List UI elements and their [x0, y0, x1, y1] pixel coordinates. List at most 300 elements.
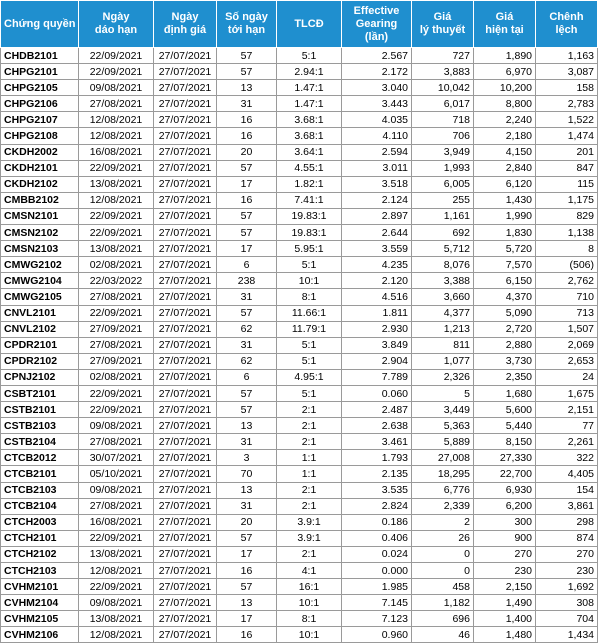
- effective-gearing-cell: 4.516: [342, 289, 412, 305]
- days-to-maturity-cell: 31: [217, 337, 277, 353]
- current-price-cell: 2,720: [474, 321, 536, 337]
- difference-cell: 1,434: [536, 627, 598, 643]
- theoretical-price-cell: 5,889: [412, 434, 474, 450]
- valuation-date-cell: 27/07/2021: [154, 80, 217, 96]
- conversion-ratio-cell: 2:1: [277, 482, 342, 498]
- valuation-date-cell: 27/07/2021: [154, 321, 217, 337]
- effective-gearing-cell: 1.793: [342, 450, 412, 466]
- effective-gearing-cell: 2.904: [342, 353, 412, 369]
- theoretical-price-cell: 706: [412, 128, 474, 144]
- days-to-maturity-cell: 17: [217, 241, 277, 257]
- theoretical-price-cell: 6,017: [412, 96, 474, 112]
- current-price-cell: 900: [474, 530, 536, 546]
- warrant-code-cell: CHDB2101: [1, 48, 79, 64]
- maturity-date-cell: 27/08/2021: [79, 434, 154, 450]
- current-price-cell: 230: [474, 563, 536, 579]
- conversion-ratio-cell: 11.79:1: [277, 321, 342, 337]
- conversion-ratio-cell: 10:1: [277, 627, 342, 643]
- conversion-ratio-cell: 3.64:1: [277, 144, 342, 160]
- current-price-cell: 2,840: [474, 160, 536, 176]
- current-price-cell: 2,240: [474, 112, 536, 128]
- maturity-date-cell: 22/09/2021: [79, 530, 154, 546]
- table-row: [1, 627, 598, 643]
- theoretical-price-cell: 1,182: [412, 595, 474, 611]
- theoretical-price-cell: 8,076: [412, 257, 474, 273]
- warrant-code-cell: CTCH2003: [1, 514, 79, 530]
- maturity-date-cell: 27/09/2021: [79, 321, 154, 337]
- valuation-date-cell: 27/07/2021: [154, 128, 217, 144]
- days-to-maturity-cell: 16: [217, 192, 277, 208]
- difference-cell: 1,175: [536, 192, 598, 208]
- table-row: [1, 530, 598, 546]
- days-to-maturity-cell: 20: [217, 514, 277, 530]
- maturity-date-cell: 09/08/2021: [79, 482, 154, 498]
- valuation-date-cell: 27/07/2021: [154, 418, 217, 434]
- difference-cell: 115: [536, 176, 598, 192]
- valuation-date-cell: 27/07/2021: [154, 160, 217, 176]
- difference-cell: 2,069: [536, 337, 598, 353]
- maturity-date-cell: 09/08/2021: [79, 595, 154, 611]
- warrant-code-cell: CPDR2102: [1, 353, 79, 369]
- days-to-maturity-cell: 6: [217, 369, 277, 385]
- warrant-code-cell: CVHM2101: [1, 579, 79, 595]
- maturity-date-cell: 12/08/2021: [79, 192, 154, 208]
- valuation-date-cell: 27/07/2021: [154, 176, 217, 192]
- theoretical-price-cell: 696: [412, 611, 474, 627]
- days-to-maturity-cell: 57: [217, 385, 277, 401]
- theoretical-price-cell: 3,660: [412, 289, 474, 305]
- difference-cell: 1,522: [536, 112, 598, 128]
- maturity-date-cell: 22/09/2021: [79, 225, 154, 241]
- current-price-cell: 1,890: [474, 48, 536, 64]
- current-price-cell: 5,720: [474, 241, 536, 257]
- maturity-date-cell: 13/08/2021: [79, 241, 154, 257]
- maturity-date-cell: 02/08/2021: [79, 369, 154, 385]
- effective-gearing-cell: 3.849: [342, 337, 412, 353]
- table-row: [1, 192, 598, 208]
- theoretical-price-cell: 1,161: [412, 208, 474, 224]
- current-price-cell: 5,600: [474, 402, 536, 418]
- valuation-date-cell: 27/07/2021: [154, 595, 217, 611]
- maturity-date-cell: 22/09/2021: [79, 402, 154, 418]
- maturity-date-cell: 30/07/2021: [79, 450, 154, 466]
- current-price-cell: 6,200: [474, 498, 536, 514]
- theoretical-price-cell: 0: [412, 546, 474, 562]
- effective-gearing-cell: 1.811: [342, 305, 412, 321]
- conversion-ratio-cell: 2:1: [277, 434, 342, 450]
- current-price-cell: 6,970: [474, 64, 536, 80]
- valuation-date-cell: 27/07/2021: [154, 369, 217, 385]
- maturity-date-cell: 02/08/2021: [79, 257, 154, 273]
- header-days-to-maturity: Số ngày tới hạn: [217, 1, 277, 48]
- days-to-maturity-cell: 16: [217, 112, 277, 128]
- warrant-code-cell: CTCH2102: [1, 546, 79, 562]
- effective-gearing-cell: 0.000: [342, 563, 412, 579]
- valuation-date-cell: 27/07/2021: [154, 466, 217, 482]
- theoretical-price-cell: 2,326: [412, 369, 474, 385]
- effective-gearing-cell: 3.535: [342, 482, 412, 498]
- valuation-date-cell: 27/07/2021: [154, 579, 217, 595]
- difference-cell: (506): [536, 257, 598, 273]
- conversion-ratio-cell: 11.66:1: [277, 305, 342, 321]
- table-row: [1, 353, 598, 369]
- table-row: [1, 241, 598, 257]
- conversion-ratio-cell: 16:1: [277, 579, 342, 595]
- effective-gearing-cell: 4.235: [342, 257, 412, 273]
- theoretical-price-cell: 692: [412, 225, 474, 241]
- effective-gearing-cell: 7.789: [342, 369, 412, 385]
- difference-cell: 158: [536, 80, 598, 96]
- theoretical-price-cell: 18,295: [412, 466, 474, 482]
- warrant-code-cell: CMSN2101: [1, 208, 79, 224]
- current-price-cell: 1,400: [474, 611, 536, 627]
- difference-cell: 1,163: [536, 48, 598, 64]
- table-header: [1, 1, 598, 48]
- days-to-maturity-cell: 57: [217, 48, 277, 64]
- days-to-maturity-cell: 16: [217, 627, 277, 643]
- valuation-date-cell: 27/07/2021: [154, 64, 217, 80]
- table-row: [1, 337, 598, 353]
- conversion-ratio-cell: 1.47:1: [277, 80, 342, 96]
- conversion-ratio-cell: 1.82:1: [277, 176, 342, 192]
- maturity-date-cell: 22/09/2021: [79, 160, 154, 176]
- valuation-date-cell: 27/07/2021: [154, 96, 217, 112]
- effective-gearing-cell: 0.406: [342, 530, 412, 546]
- effective-gearing-cell: 3.461: [342, 434, 412, 450]
- current-price-cell: 5,440: [474, 418, 536, 434]
- theoretical-price-cell: 6,776: [412, 482, 474, 498]
- conversion-ratio-cell: 5.95:1: [277, 241, 342, 257]
- valuation-date-cell: 27/07/2021: [154, 385, 217, 401]
- warrant-code-cell: CTCH2101: [1, 530, 79, 546]
- valuation-date-cell: 27/07/2021: [154, 514, 217, 530]
- table-row: [1, 434, 598, 450]
- days-to-maturity-cell: 13: [217, 595, 277, 611]
- theoretical-price-cell: 27,008: [412, 450, 474, 466]
- days-to-maturity-cell: 6: [217, 257, 277, 273]
- maturity-date-cell: 13/08/2021: [79, 611, 154, 627]
- table-row: [1, 48, 598, 64]
- theoretical-price-cell: 1,077: [412, 353, 474, 369]
- warrant-code-cell: CHPG2105: [1, 80, 79, 96]
- conversion-ratio-cell: 1:1: [277, 450, 342, 466]
- table-row: [1, 321, 598, 337]
- maturity-date-cell: 16/08/2021: [79, 514, 154, 530]
- warrant-code-cell: CSTB2101: [1, 402, 79, 418]
- header-current-price: Giá hiện tại: [474, 1, 536, 48]
- valuation-date-cell: 27/07/2021: [154, 225, 217, 241]
- conversion-ratio-cell: 5:1: [277, 257, 342, 273]
- maturity-date-cell: 22/09/2021: [79, 305, 154, 321]
- current-price-cell: 8,800: [474, 96, 536, 112]
- maturity-date-cell: 12/08/2021: [79, 128, 154, 144]
- table-row: [1, 418, 598, 434]
- theoretical-price-cell: 5,712: [412, 241, 474, 257]
- current-price-cell: 1,830: [474, 225, 536, 241]
- conversion-ratio-cell: 5:1: [277, 48, 342, 64]
- table-row: [1, 546, 598, 562]
- warrant-code-cell: CHPG2108: [1, 128, 79, 144]
- valuation-date-cell: 27/07/2021: [154, 208, 217, 224]
- table-row: [1, 273, 598, 289]
- effective-gearing-cell: 2.644: [342, 225, 412, 241]
- days-to-maturity-cell: 3: [217, 450, 277, 466]
- table-row: [1, 611, 598, 627]
- conversion-ratio-cell: 2.94:1: [277, 64, 342, 80]
- effective-gearing-cell: 7.123: [342, 611, 412, 627]
- warrant-code-cell: CMWG2102: [1, 257, 79, 273]
- table-row: [1, 514, 598, 530]
- difference-cell: 230: [536, 563, 598, 579]
- warrant-code-cell: CVHM2106: [1, 627, 79, 643]
- conversion-ratio-cell: 4:1: [277, 563, 342, 579]
- theoretical-price-cell: 458: [412, 579, 474, 595]
- conversion-ratio-cell: 8:1: [277, 611, 342, 627]
- difference-cell: 704: [536, 611, 598, 627]
- maturity-date-cell: 13/08/2021: [79, 176, 154, 192]
- warrant-code-cell: CPNJ2102: [1, 369, 79, 385]
- maturity-date-cell: 27/08/2021: [79, 289, 154, 305]
- conversion-ratio-cell: 1:1: [277, 466, 342, 482]
- difference-cell: 710: [536, 289, 598, 305]
- table-row: [1, 96, 598, 112]
- effective-gearing-cell: 4.035: [342, 112, 412, 128]
- conversion-ratio-cell: 5:1: [277, 385, 342, 401]
- conversion-ratio-cell: 4.55:1: [277, 160, 342, 176]
- current-price-cell: 1,680: [474, 385, 536, 401]
- header-theoretical-price: Giá lý thuyết: [412, 1, 474, 48]
- current-price-cell: 6,150: [474, 273, 536, 289]
- current-price-cell: 1,490: [474, 595, 536, 611]
- theoretical-price-cell: 2,339: [412, 498, 474, 514]
- table-row: [1, 160, 598, 176]
- effective-gearing-cell: 2.120: [342, 273, 412, 289]
- header-valuation-date: Ngày định giá: [154, 1, 217, 48]
- current-price-cell: 3,730: [474, 353, 536, 369]
- table-row: [1, 482, 598, 498]
- valuation-date-cell: 27/07/2021: [154, 627, 217, 643]
- valuation-date-cell: 27/07/2021: [154, 482, 217, 498]
- maturity-date-cell: 22/09/2021: [79, 579, 154, 595]
- theoretical-price-cell: 1,993: [412, 160, 474, 176]
- theoretical-price-cell: 10,042: [412, 80, 474, 96]
- difference-cell: 298: [536, 514, 598, 530]
- table-row: [1, 579, 598, 595]
- warrant-code-cell: CHPG2106: [1, 96, 79, 112]
- valuation-date-cell: 27/07/2021: [154, 48, 217, 64]
- effective-gearing-cell: 3.040: [342, 80, 412, 96]
- header-difference: Chênh lệch: [536, 1, 598, 48]
- current-price-cell: 6,930: [474, 482, 536, 498]
- current-price-cell: 4,150: [474, 144, 536, 160]
- difference-cell: 322: [536, 450, 598, 466]
- warrant-code-cell: CNVL2101: [1, 305, 79, 321]
- table-row: [1, 385, 598, 401]
- days-to-maturity-cell: 31: [217, 289, 277, 305]
- maturity-date-cell: 22/09/2021: [79, 385, 154, 401]
- warrant-code-cell: CSTB2104: [1, 434, 79, 450]
- days-to-maturity-cell: 17: [217, 611, 277, 627]
- valuation-date-cell: 27/07/2021: [154, 241, 217, 257]
- current-price-cell: 6,120: [474, 176, 536, 192]
- header-effective-gearing: Effective Gearing (lần): [342, 1, 412, 48]
- maturity-date-cell: 22/09/2021: [79, 64, 154, 80]
- current-price-cell: 22,700: [474, 466, 536, 482]
- warrant-code-cell: CPDR2101: [1, 337, 79, 353]
- conversion-ratio-cell: 2:1: [277, 546, 342, 562]
- warrant-code-cell: CSBT2101: [1, 385, 79, 401]
- current-price-cell: 27,330: [474, 450, 536, 466]
- valuation-date-cell: 27/07/2021: [154, 546, 217, 562]
- valuation-date-cell: 27/07/2021: [154, 112, 217, 128]
- table-row: [1, 208, 598, 224]
- valuation-date-cell: 27/07/2021: [154, 530, 217, 546]
- current-price-cell: 1,430: [474, 192, 536, 208]
- conversion-ratio-cell: 10:1: [277, 595, 342, 611]
- maturity-date-cell: 27/08/2021: [79, 498, 154, 514]
- days-to-maturity-cell: 31: [217, 498, 277, 514]
- difference-cell: 1,675: [536, 385, 598, 401]
- warrant-code-cell: CMWG2105: [1, 289, 79, 305]
- theoretical-price-cell: 46: [412, 627, 474, 643]
- table-row: [1, 257, 598, 273]
- difference-cell: 1,138: [536, 225, 598, 241]
- days-to-maturity-cell: 57: [217, 160, 277, 176]
- current-price-cell: 2,180: [474, 128, 536, 144]
- valuation-date-cell: 27/07/2021: [154, 450, 217, 466]
- theoretical-price-cell: 3,949: [412, 144, 474, 160]
- theoretical-price-cell: 6,005: [412, 176, 474, 192]
- days-to-maturity-cell: 13: [217, 482, 277, 498]
- table-row: [1, 225, 598, 241]
- effective-gearing-cell: 2.897: [342, 208, 412, 224]
- difference-cell: 308: [536, 595, 598, 611]
- conversion-ratio-cell: 5:1: [277, 353, 342, 369]
- difference-cell: 2,261: [536, 434, 598, 450]
- difference-cell: 154: [536, 482, 598, 498]
- effective-gearing-cell: 0.186: [342, 514, 412, 530]
- valuation-date-cell: 27/07/2021: [154, 273, 217, 289]
- header-conversion-ratio: TLCĐ: [277, 1, 342, 48]
- theoretical-price-cell: 811: [412, 337, 474, 353]
- effective-gearing-cell: 2.594: [342, 144, 412, 160]
- difference-cell: 1,474: [536, 128, 598, 144]
- theoretical-price-cell: 3,449: [412, 402, 474, 418]
- valuation-date-cell: 27/07/2021: [154, 305, 217, 321]
- conversion-ratio-cell: 2:1: [277, 402, 342, 418]
- effective-gearing-cell: 3.518: [342, 176, 412, 192]
- days-to-maturity-cell: 17: [217, 176, 277, 192]
- days-to-maturity-cell: 57: [217, 530, 277, 546]
- theoretical-price-cell: 5: [412, 385, 474, 401]
- table-row: [1, 402, 598, 418]
- difference-cell: 8: [536, 241, 598, 257]
- valuation-date-cell: 27/07/2021: [154, 289, 217, 305]
- valuation-date-cell: 27/07/2021: [154, 611, 217, 627]
- effective-gearing-cell: 2.567: [342, 48, 412, 64]
- conversion-ratio-cell: 10:1: [277, 273, 342, 289]
- difference-cell: 1,507: [536, 321, 598, 337]
- conversion-ratio-cell: 3.68:1: [277, 128, 342, 144]
- conversion-ratio-cell: 5:1: [277, 337, 342, 353]
- days-to-maturity-cell: 57: [217, 402, 277, 418]
- effective-gearing-cell: 0.960: [342, 627, 412, 643]
- table-row: [1, 498, 598, 514]
- days-to-maturity-cell: 57: [217, 579, 277, 595]
- current-price-cell: 300: [474, 514, 536, 530]
- difference-cell: 713: [536, 305, 598, 321]
- effective-gearing-cell: 2.124: [342, 192, 412, 208]
- difference-cell: 2,653: [536, 353, 598, 369]
- warrant-code-cell: CTCB2104: [1, 498, 79, 514]
- difference-cell: 847: [536, 160, 598, 176]
- difference-cell: 3,087: [536, 64, 598, 80]
- table-row: [1, 305, 598, 321]
- current-price-cell: 4,370: [474, 289, 536, 305]
- table-row: [1, 112, 598, 128]
- current-price-cell: 1,990: [474, 208, 536, 224]
- maturity-date-cell: 27/08/2021: [79, 96, 154, 112]
- effective-gearing-cell: 2.824: [342, 498, 412, 514]
- conversion-ratio-cell: 3.9:1: [277, 530, 342, 546]
- difference-cell: 2,762: [536, 273, 598, 289]
- theoretical-price-cell: 5,363: [412, 418, 474, 434]
- valuation-date-cell: 27/07/2021: [154, 498, 217, 514]
- effective-gearing-cell: 0.024: [342, 546, 412, 562]
- valuation-date-cell: 27/07/2021: [154, 353, 217, 369]
- table-body: [1, 48, 598, 643]
- valuation-date-cell: 27/07/2021: [154, 563, 217, 579]
- valuation-date-cell: 27/07/2021: [154, 144, 217, 160]
- effective-gearing-cell: 2.930: [342, 321, 412, 337]
- maturity-date-cell: 12/08/2021: [79, 627, 154, 643]
- header-row: [1, 1, 598, 48]
- warrant-code-cell: CNVL2102: [1, 321, 79, 337]
- effective-gearing-cell: 4.110: [342, 128, 412, 144]
- maturity-date-cell: 09/08/2021: [79, 80, 154, 96]
- current-price-cell: 2,880: [474, 337, 536, 353]
- days-to-maturity-cell: 16: [217, 128, 277, 144]
- conversion-ratio-cell: 8:1: [277, 289, 342, 305]
- difference-cell: 270: [536, 546, 598, 562]
- table-row: [1, 64, 598, 80]
- theoretical-price-cell: 4,377: [412, 305, 474, 321]
- days-to-maturity-cell: 238: [217, 273, 277, 289]
- maturity-date-cell: 09/08/2021: [79, 418, 154, 434]
- warrant-code-cell: CMSN2103: [1, 241, 79, 257]
- maturity-date-cell: 27/09/2021: [79, 353, 154, 369]
- table-row: [1, 466, 598, 482]
- table-row: [1, 563, 598, 579]
- theoretical-price-cell: 26: [412, 530, 474, 546]
- days-to-maturity-cell: 17: [217, 546, 277, 562]
- current-price-cell: 5,090: [474, 305, 536, 321]
- warrant-code-cell: CTCB2103: [1, 482, 79, 498]
- days-to-maturity-cell: 13: [217, 80, 277, 96]
- difference-cell: 3,861: [536, 498, 598, 514]
- days-to-maturity-cell: 20: [217, 144, 277, 160]
- warrant-code-cell: CHPG2101: [1, 64, 79, 80]
- days-to-maturity-cell: 57: [217, 208, 277, 224]
- difference-cell: 2,783: [536, 96, 598, 112]
- conversion-ratio-cell: 1.47:1: [277, 96, 342, 112]
- days-to-maturity-cell: 57: [217, 225, 277, 241]
- days-to-maturity-cell: 13: [217, 418, 277, 434]
- theoretical-price-cell: 255: [412, 192, 474, 208]
- theoretical-price-cell: 0: [412, 563, 474, 579]
- warrant-code-cell: CVHM2105: [1, 611, 79, 627]
- valuation-date-cell: 27/07/2021: [154, 402, 217, 418]
